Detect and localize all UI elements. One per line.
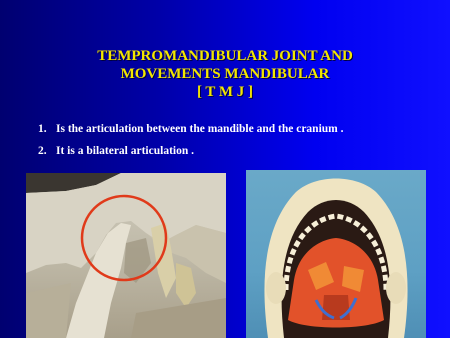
title-line-2: MOVEMENTS MANDIBULAR bbox=[120, 66, 330, 82]
bullet-text: Is the articulation between the mandible and the cranium . bbox=[56, 123, 344, 135]
slide-title bbox=[20, 47, 430, 101]
bullet-item bbox=[38, 121, 344, 143]
title-line-1: TEMPROMANDIBULAR JOINT AND bbox=[97, 48, 353, 64]
skull-photo bbox=[246, 170, 426, 338]
bullet-list bbox=[38, 121, 344, 165]
bullet-number: 2. bbox=[38, 145, 47, 157]
title-line-3: [ T M J ] bbox=[196, 84, 254, 100]
bullet-number: 1. bbox=[38, 123, 47, 135]
bullet-text: It is a bilateral articulation . bbox=[56, 145, 194, 157]
skull-illustration bbox=[246, 170, 426, 338]
condyle-illustration bbox=[26, 173, 226, 338]
condyle-photo bbox=[26, 173, 226, 338]
bullet-item bbox=[38, 143, 344, 165]
